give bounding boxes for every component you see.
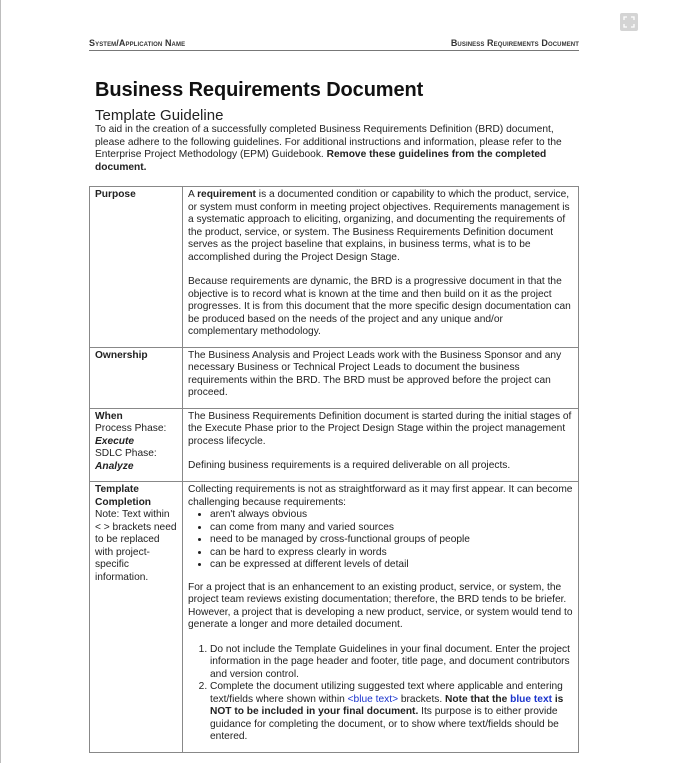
intro-paragraph (95, 124, 575, 174)
when-p2: Defining business requirements is a required deliverable on all projects. (188, 460, 511, 471)
row-content (183, 408, 579, 482)
header-right: Business Requirements Document (450, 38, 579, 48)
document-page (89, 38, 579, 753)
purpose-p1-pre: A (188, 189, 198, 200)
step2-bold-2: is NOT to be included in your final document. (210, 693, 564, 717)
row-content (183, 482, 579, 753)
execute-label: Execute (95, 435, 135, 447)
intro-text: To aid in the creation of a successfully completed Business Requirements Definition (BRD) document, please adhere to the following guidelines. For additional instructions and information, please refer to the Enterprise Project Methodology (EPM) Guidebook. (95, 124, 562, 160)
row-label (90, 187, 183, 348)
guideline-table (89, 186, 579, 753)
intro-bold: Remove these guidelines from the completed document. (95, 149, 547, 173)
document-subtitle: Template Guideline (95, 107, 224, 124)
ownership-label: Ownership (95, 349, 148, 361)
list-item: • can be hard to express clearly in words (210, 547, 573, 560)
step2-bold-1: Note that the (445, 693, 511, 705)
purpose-p2: Because requirements are dynamic, the BRD is a progressive document in that the objective is to record what is known at the time and then build on it as the project progresses. It is from this document that the more specific design documentation can be produced based on the needs of the project and any unique and/or complementary methodology. (188, 276, 571, 337)
ownership-p1: The Business Analysis and Project Leads work with the Business Sponsor and any necessary Business or Technical Project Leads to document the business requirements within the BRD. The BRD must be approved before the project can proceed. (188, 349, 562, 398)
completion-p1: Collecting requirements is not as straightforward as it may first appear. It can become challenging because requirements: (188, 484, 573, 508)
when-p1: The Business Requirements Definition document is started during the initial stages of the Execute Phase prior to the Project Design Stage within the project management process lifecycle. (188, 410, 572, 447)
step2-blue-text: <blue text> (347, 693, 399, 705)
document-title: Business Requirements Document (95, 79, 424, 101)
expand-icon (623, 16, 635, 28)
list-item: • aren't always obvious (210, 509, 573, 522)
sdlc-phase-label: SDLC Phase: (95, 448, 157, 459)
when-label: When (95, 410, 123, 422)
table-row (90, 482, 579, 753)
list-item: • can come from many and varied sources (210, 522, 573, 535)
list-item: 1. Do not include the Template Guidelines in your final document. Enter the project information in the page header and footer, title page, and document contributors and version control. (210, 644, 573, 682)
row-label (90, 347, 183, 408)
purpose-p1-bold: requirement (197, 189, 256, 200)
list-item: • can be expressed at different levels of detail (210, 559, 573, 572)
header-left: System/Application Name (89, 38, 186, 48)
purpose-p1-post: is a documented condition or capability to which the product, service, or system must conform in meeting project objectives. Requirements management is a systematic approach to eliciting, organizing, and documenting the requirements of the product, service, or system. The Business Requirements Definition document serves as the project baseline that explains, in business terms, what is to be accomplished during the Project Design Stage. (188, 189, 570, 263)
completion-p2: For a project that is an enhancement to an existing product, service, or system, the project team reviews existing documentation; therefore, the BRD tends to be briefer. However, a project that is developing a new product, service, or system would tend to generate a longer and more detailed document. (188, 581, 573, 630)
purpose-label: Purpose (95, 189, 136, 200)
requirements-bullet-list (188, 509, 573, 572)
process-phase-label: Process Phase: (95, 423, 167, 434)
step2-blue-bold: blue text (510, 693, 553, 705)
row-label (90, 482, 183, 753)
list-item: • need to be managed by cross-functional groups of people (210, 534, 573, 547)
row-label (90, 408, 183, 482)
table-row (90, 347, 579, 408)
analyze-label: Analyze (95, 460, 134, 472)
list-item (210, 681, 573, 744)
completion-label-2: Completion (95, 496, 152, 508)
table-row (90, 408, 579, 482)
left-border-line (0, 0, 1, 763)
page-header (89, 38, 579, 51)
step2-text-b: brackets. (398, 693, 446, 705)
expand-button[interactable] (620, 13, 638, 31)
completion-label-1: Template (95, 484, 139, 495)
steps-list (188, 644, 573, 744)
purpose-p1 (188, 189, 573, 264)
table-row (90, 187, 579, 348)
row-content (183, 347, 579, 408)
step2-text-c: Its purpose is to either provide guidance for completing the document, or to show where text/fields should be entered. (210, 706, 559, 742)
row-content (183, 187, 579, 348)
step2-text-a: Complete the document utilizing suggested text where applicable and entering text/fields where shown within (210, 681, 563, 705)
completion-note: Note: Text within < > brackets need to be replaced with project-specific information. (95, 509, 177, 583)
